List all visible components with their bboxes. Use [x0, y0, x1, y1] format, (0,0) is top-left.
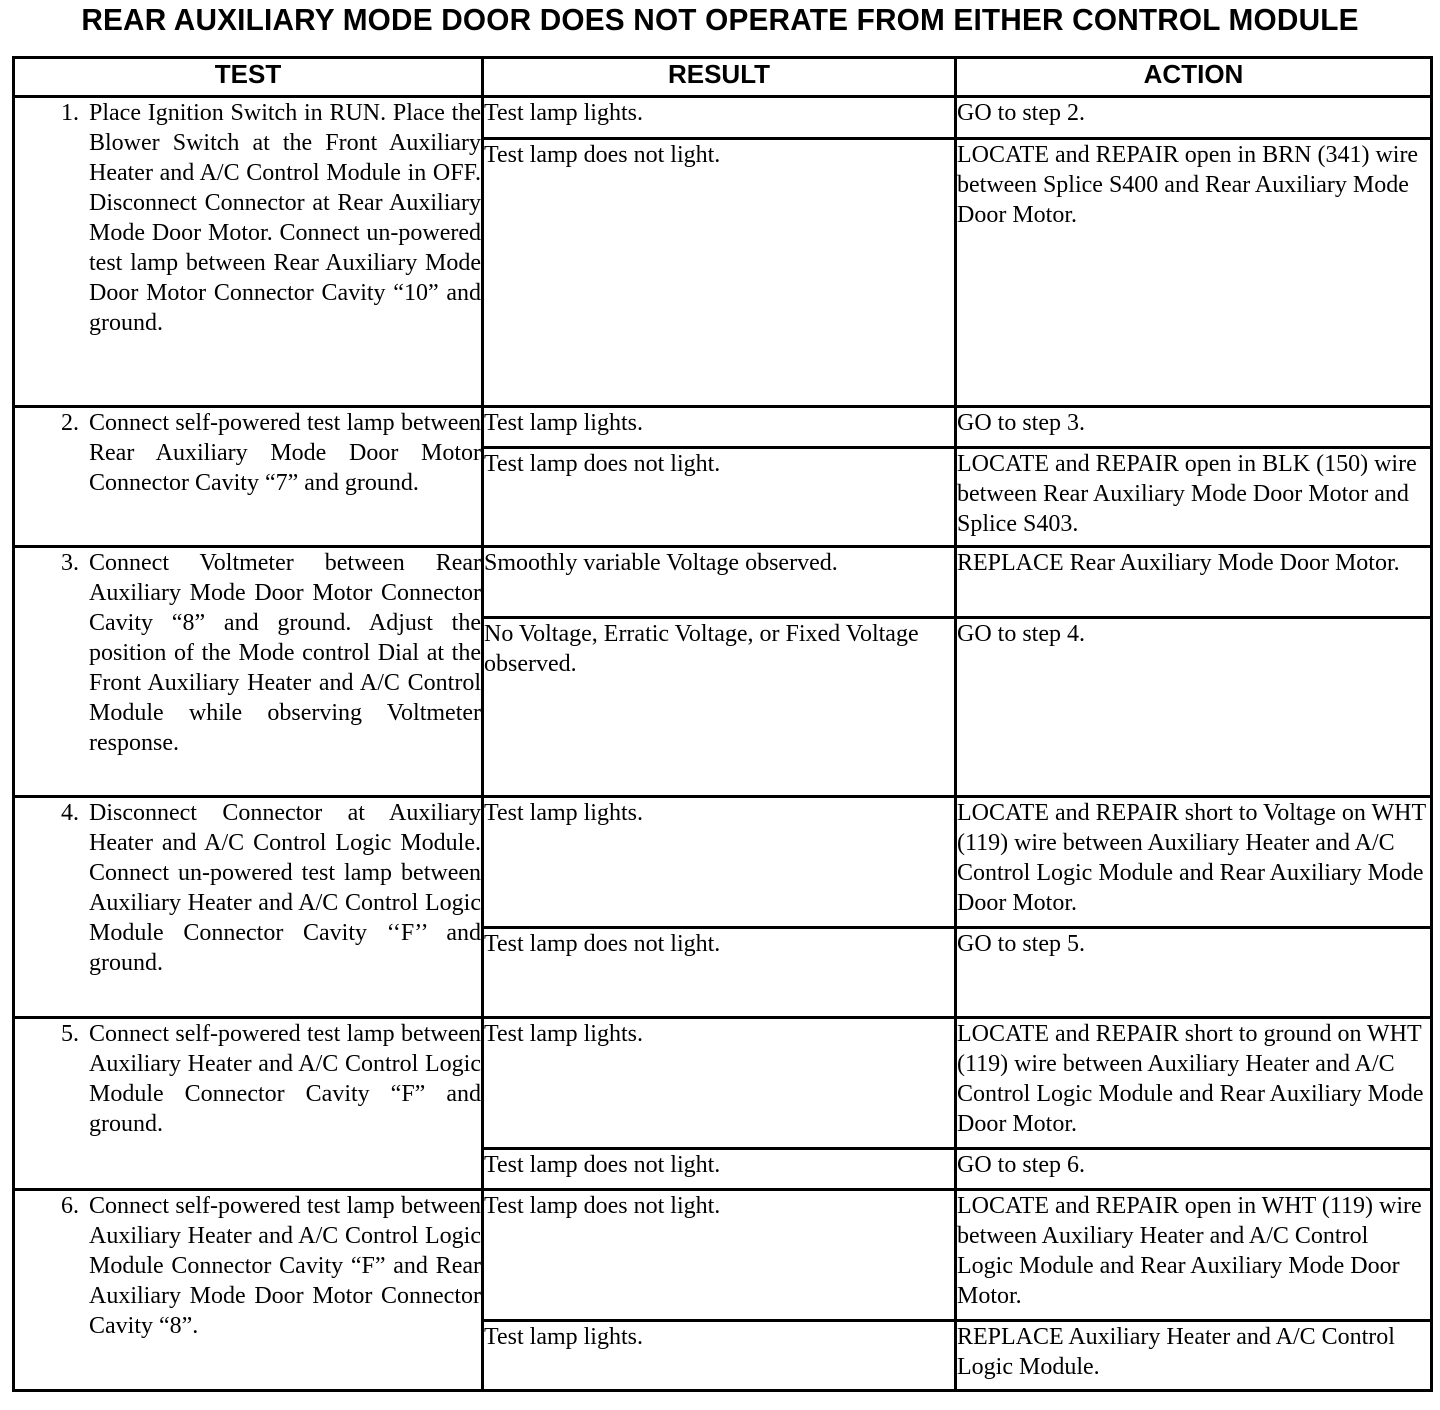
test-cell — [14, 1190, 483, 1391]
test-text: Connect self-powered test lamp between Auxiliary Heater and A/C Control Logic Module Connector Cavity “F” and ground. — [89, 1021, 481, 1137]
action-cell: LOCATE and REPAIR short to ground on WHT (119) wire between Auxiliary Heater and A/C Control Logic Module and Rear Auxiliary Mode Door Motor. — [956, 1018, 1432, 1149]
action-cell: REPLACE Rear Auxiliary Mode Door Motor. — [956, 547, 1432, 618]
test-text: Connect self-powered test lamp between Auxiliary Heater and A/C Control Logic Module Connector Cavity “F” and Rear Auxiliary Mode Door Motor Connector Cavity “8”. — [89, 1193, 481, 1339]
step-number: 6. — [61, 1193, 79, 1219]
result-cell: Test lamp lights. — [483, 1321, 956, 1391]
result-cell: No Voltage, Erratic Voltage, or Fixed Voltage observed. — [483, 618, 956, 797]
test-text: Connect Voltmeter between Rear Auxiliary Mode Door Motor Connector Cavity “8” and ground. Adjust the position of the Mode control Dial at the Front Auxiliary Heater and A/C Control Module while observing Voltmeter response. — [89, 550, 481, 756]
step-number: 3. — [61, 550, 79, 576]
test-text: Place Ignition Switch in RUN. Place the Blower Switch at the Front Auxiliary Heater and A/C Control Module in OFF. Disconnect Connector at Rear Auxiliary Mode Door Motor. Connect un-powered test lamp between Rear Auxiliary Mode Door Motor Connector Cavity “10” and ground. — [89, 100, 481, 336]
result-cell: Smoothly variable Voltage observed. — [483, 547, 956, 618]
action-cell: GO to step 6. — [956, 1149, 1432, 1190]
header-test: TEST — [14, 58, 483, 97]
result-cell: Test lamp does not light. — [483, 139, 956, 407]
test-cell — [14, 547, 483, 797]
test-cell — [14, 407, 483, 547]
action-cell: GO to step 5. — [956, 928, 1432, 1018]
result-cell: Test lamp lights. — [483, 407, 956, 448]
test-cell — [14, 1018, 483, 1190]
table-row — [14, 1190, 1432, 1321]
result-cell: Test lamp lights. — [483, 97, 956, 139]
table-row — [14, 407, 1432, 448]
table-row — [14, 97, 1432, 139]
table-row — [14, 1018, 1432, 1149]
test-text: Connect self-powered test lamp between Rear Auxiliary Mode Door Motor Connector Cavity “7” and ground. — [89, 410, 481, 496]
action-cell: LOCATE and REPAIR open in WHT (119) wire between Auxiliary Heater and A/C Control Logic Module and Rear Auxiliary Mode Door Motor. — [956, 1190, 1432, 1321]
table-row — [14, 797, 1432, 928]
header-result: RESULT — [483, 58, 956, 97]
step-number: 2. — [61, 410, 79, 436]
result-cell: Test lamp lights. — [483, 797, 956, 928]
header-action: ACTION — [956, 58, 1432, 97]
action-cell: GO to step 3. — [956, 407, 1432, 448]
step-number: 4. — [61, 800, 79, 826]
action-cell: REPLACE Auxiliary Heater and A/C Control Logic Module. — [956, 1321, 1432, 1391]
action-cell: LOCATE and REPAIR short to Voltage on WHT (119) wire between Auxiliary Heater and A/C Control Logic Module and Rear Auxiliary Mode Door Motor. — [956, 797, 1432, 928]
action-cell: LOCATE and REPAIR open in BRN (341) wire between Splice S400 and Rear Auxiliary Mode Door Motor. — [956, 139, 1432, 407]
result-cell: Test lamp does not light. — [483, 1190, 956, 1321]
action-cell: LOCATE and REPAIR open in BLK (150) wire between Rear Auxiliary Mode Door Motor and Splice S403. — [956, 448, 1432, 547]
result-cell: Test lamp does not light. — [483, 1149, 956, 1190]
action-cell: GO to step 4. — [956, 618, 1432, 797]
test-cell — [14, 797, 483, 1018]
step-number: 1. — [61, 100, 79, 126]
test-text: Disconnect Connector at Auxiliary Heater and A/C Control Logic Module. Connect un-powered test lamp between Auxiliary Heater and A/C Control Logic Module Connector Cavity ‘‘F’’ and ground. — [89, 800, 481, 976]
result-cell: Test lamp lights. — [483, 1018, 956, 1149]
test-cell — [14, 97, 483, 407]
page-title: REAR AUXILIARY MODE DOOR DOES NOT OPERATE FROM EITHER CONTROL MODULE — [81, 2, 1359, 37]
header-row — [14, 58, 1432, 97]
table-row — [14, 547, 1432, 618]
result-cell: Test lamp does not light. — [483, 448, 956, 547]
action-cell: GO to step 2. — [956, 97, 1432, 139]
diagnostic-table — [12, 56, 1433, 1392]
step-number: 5. — [61, 1021, 79, 1047]
result-cell: Test lamp does not light. — [483, 928, 956, 1018]
